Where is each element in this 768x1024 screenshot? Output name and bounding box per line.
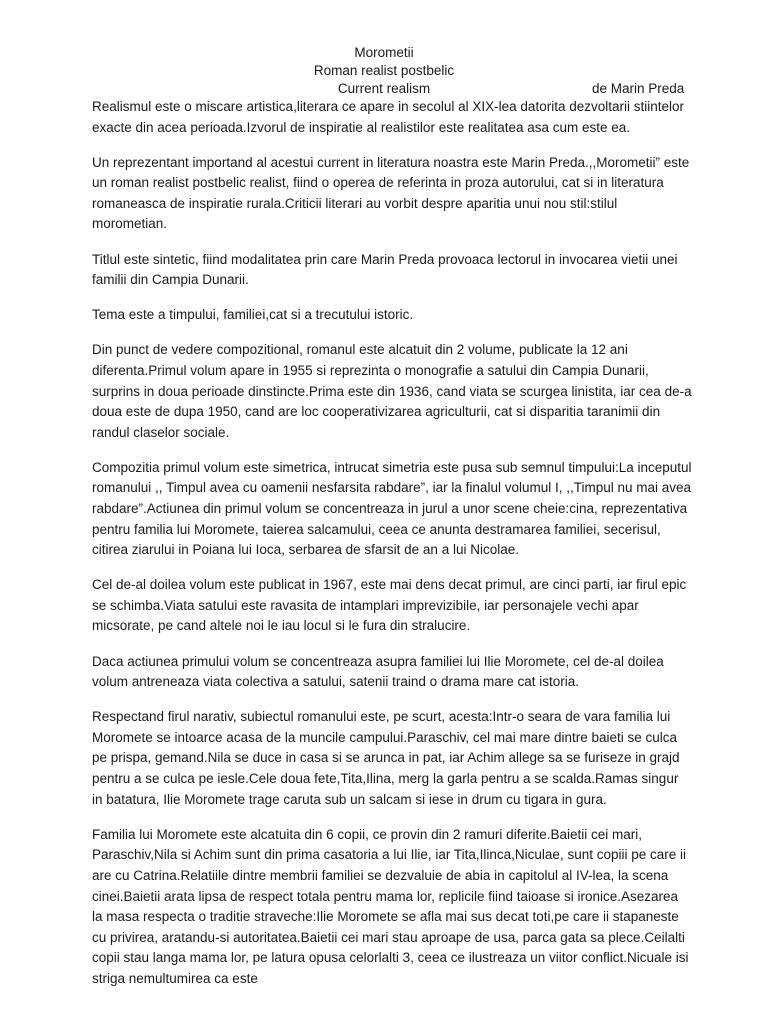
paragraph: Respectand firul narativ, subiectul romanului este, pe scurt, acesta:Intr-o seara de vara familia lui Moromete se intoarce acasa de la muncile campului.Paraschiv, cel mai mare dintre baieti se culca pe prispa, gemand.Nila se duce in casa si se arunca in pat, iar Achim allege sa se furiseze in grajd pentru a se culca pe iesle.Cele doua fete,Tita,Ilina, merg la garla pentru a se scalda.Ramas singur in batatura, Ilie Moromete trage caruta sub un salcam si iese in drum cu tigara in gura. xyxy=(92,709,680,807)
paragraph: Tema este a timpului, familiei,cat si a trecutului istoric. xyxy=(92,307,414,323)
paragraph: Realismul este o miscare artistica,literara ce apare in secolul al XIX-lea datorita dezvoltarii stiintelor exacte din acea perioada.Izvorul de inspiratie al realistilor este realitatea asa cum este ea. xyxy=(92,99,685,135)
document-body xyxy=(92,97,692,1004)
paragraph: Cel de-al doilea volum este publicat in 1967, este mai dens decat primul, are cinci parti, iar firul epic se schimba.Viata satului este ravasita de intamplari imprevizibile, iar personajele vechi apar micsorate, pe cand altele noi le iau locul si le fura din stralucire. xyxy=(92,577,687,634)
document-subtitle: Roman realist postbelic xyxy=(313,63,455,78)
document-genre: Current realism xyxy=(337,81,431,96)
document-header xyxy=(0,44,768,98)
paragraph: Compozitia primul volum este simetrica, intrucat simetria este pusa sub semnul timpului:La inceputul romanului ,, Timpul avea cu oamenii nesfarsita rabdare”, iar la finalul volumul I, ,,Timpul nu mai avea rabdare”.Actiunea din primul volum se concentreaza in jurul a unor scene cheie:cina, reprezentativa pentru familia lui Moromete, taierea salcamului, ceea ce anunta destramarea familiei, secerisul, citirea ziarului in Poiana lui Ioca, serbarea de sfarsit de an a lui Nicolae. xyxy=(92,459,692,558)
paragraph: Un reprezentant importand al acestui current in literatura noastra este Marin Preda.,,Morometii” este un roman realist postbelic realist, fiind o operea de referinta in proza autorului, cat si in literatura romaneasca de inspiratie rurala.Criticii literari au vorbit despre aparitia unui nou stil:stilul morometian. xyxy=(92,154,690,232)
document-title: Morometii xyxy=(354,45,414,60)
paragraph: Din punct de vedere compozitional, romanul este alcatuit din 2 volume, publicate la 12 ani diferenta.Primul volum apare in 1955 si reprezinta o monografie a satului din Campia Dunarii, surprins in doua perioade dinstincte.Prima este din 1936, cand viata se scurgea linistita, iar cea de-a doua este de dupa 1950, cand are loc cooperativizarea agriculturii, cat si disparitia taranimii din randul claselor sociale. xyxy=(92,342,692,440)
document-author: de Marin Preda xyxy=(592,81,685,96)
paragraph: Familia lui Moromete este alcatuita din 6 copii, ce provin din 2 ramuri diferite.Baietii cei mari, Paraschiv,Nila si Achim sunt din prima casatoria a lui Ilie, iar Tita,Ilinca,Niculae, sunt copiii pe care ii are cu Catrina.Relatiile dintre membrii familiei se dezvaluie de abia in capitolul al IV-lea, la scena cinei.Baietii arata lipsa de respect totala pentru mama lor, replicile fiind taioase si ironice.Asezarea la masa respecta o traditie straveche:Ilie Moromete se afla mai sus decat toti,pe care ii stapaneste cu privirea, aratandu-si autoritatea.Baietii cei mari stau aproape de usa, parca gata sa plece.Ceilalti copii stau langa mama lor, pe latura opusa celorlalti 3, ceea ce ilustreaza un viitor conflict.Nicuale isi striga nemultumirea ca este xyxy=(92,826,689,986)
paragraph: Titlul este sintetic, fiind modalitatea prin care Marin Preda provoaca lectorul in invocarea vietii unei familii din Campia Dunarii. xyxy=(92,251,678,288)
header-row-genre-author xyxy=(0,80,768,98)
paragraph: Daca actiunea primului volum se concentreaza asupra familiei lui Ilie Moromete, cel de-al doilea volum antreneaza viata colectiva a satului, satenii traind o drama mare cat istoria. xyxy=(92,653,664,690)
